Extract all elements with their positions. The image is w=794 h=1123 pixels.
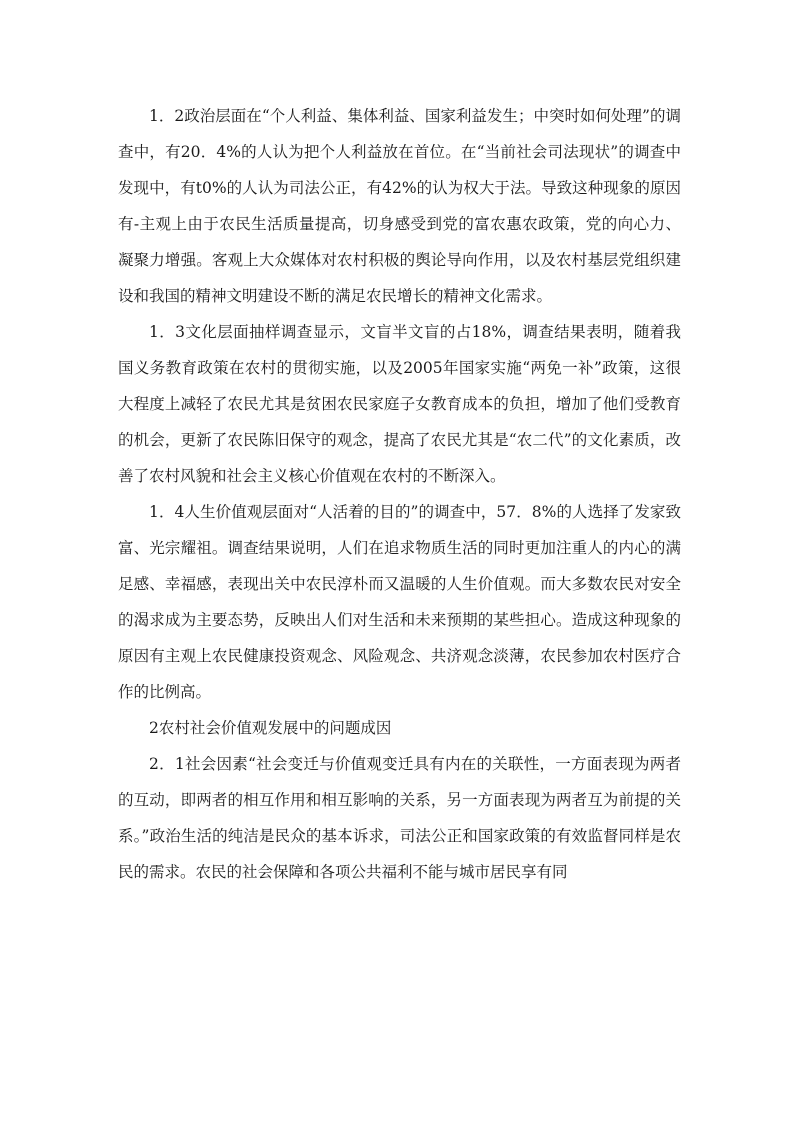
- paragraph-political-level: 1．2政治层面在“个人利益、集体利益、国家利益发生；中突时如何处理”的调查中，有20．4%的人认为把个人利益放在首位。在“当前社会司法现状”的调查中发现中，有t0%的人认为司法公正，有42%的认为权大于法。导致这种现象的原因有-主观上由于农民生活质量提高，切身感受到党的富农惠农政策，党的向心力、凝聚力增强。客观上大众媒体对农村积极的舆论导向作用，以及农村基层党组织建设和我国的精神文明建设不断的满足农民增长的精神文化需求。: [118, 107, 681, 305]
- paragraph-life-values-level: 1．4人生价值观层面对“人活着的目的”的调查中，57．8%的人选择了发家致富、光宗耀祖。调查结果说明，人们在追求物质生活的同时更加注重人的内心的满足感、幸福感，表现出关中农民淳朴而又温暖的人生价值观。而大多数农民对安全的渴求成为主要态势，反映出人们对生活和未来预期的某些担心。造成这种现象的原因有主观上农民健康投资观念、风险观念、共济观念淡薄，农民参加农村医疗合作的比例高。: [118, 503, 681, 701]
- section-heading-problem-causes: 2农村社会价值观发展中的问题成因: [149, 719, 392, 737]
- paragraph-cultural-level: 1．3文化层面抽样调查显示，文盲半文盲的占18%，调查结果表明，随着我国义务教育政策在农村的贯彻实施，以及2005年国家实施“两免一补”政策，这很大程度上减轻了农民尤其是贫困农民家庭子女教育成本的负担，增加了他们受教育的机会，更新了农民陈旧保守的观念，提高了农民尤其是“农二代”的文化素质，改善了农村风貌和社会主义核心价值观在农村的不断深入。: [118, 323, 681, 485]
- document-body: [118, 98, 681, 890]
- paragraph-social-factors: 2．1社会因素“社会变迁与价值观变迁具有内在的关联性，一方面表现为两者的互动，即两者的相互作用和相互影响的关系，另一方面表现为两者互为前提的关系。”政治生活的纯洁是民众的基本诉求，司法公正和国家政策的有效监督同样是农民的需求。农民的社会保障和各项公共福利不能与城市居民享有同: [118, 755, 681, 881]
